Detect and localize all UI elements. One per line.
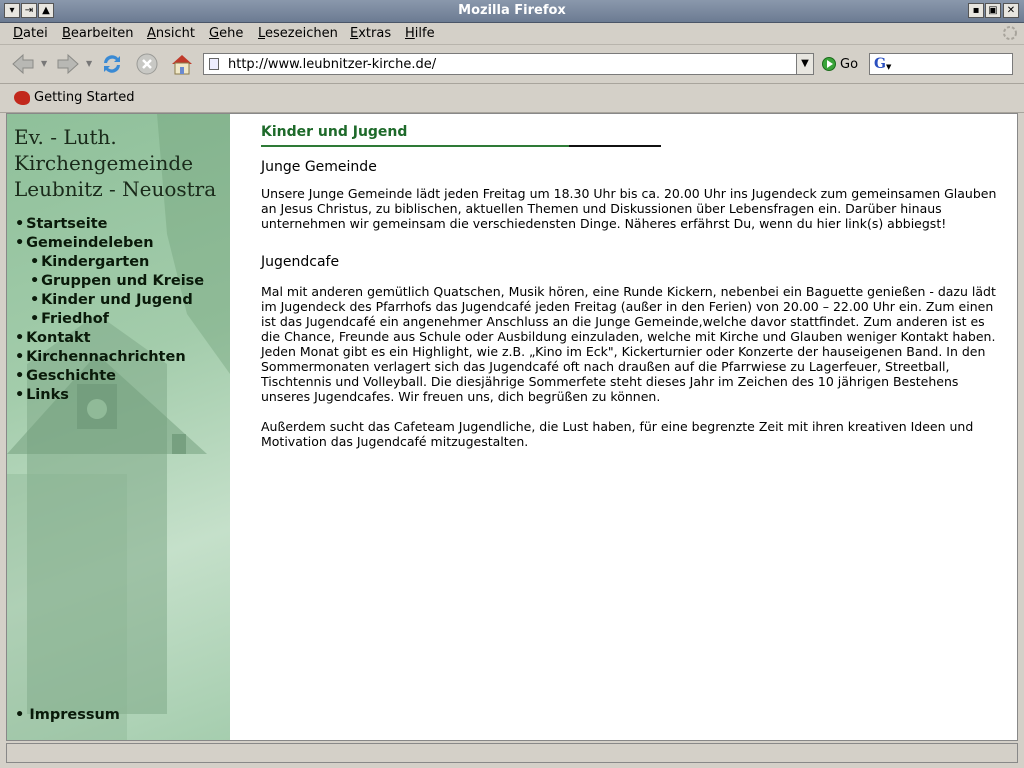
sidebar-item-kinder-und-jugend[interactable]: • Kinder und Jugend bbox=[30, 292, 193, 308]
sidebar-item-label: Kirchennachrichten bbox=[26, 349, 186, 365]
sidebar-item-links[interactable]: • Links bbox=[15, 387, 69, 403]
window-menu-icon[interactable]: ▾ bbox=[4, 3, 20, 18]
firefox-bookmark-icon bbox=[14, 91, 30, 105]
sidebar-item-impressum[interactable]: • Impressum bbox=[15, 707, 120, 723]
sidebar-item-gemeindeleben[interactable]: • Gemeindeleben bbox=[15, 235, 154, 251]
go-button[interactable] bbox=[822, 55, 858, 73]
window-title: Mozilla Firefox bbox=[458, 3, 566, 18]
maximize-icon[interactable]: ▣ bbox=[985, 3, 1001, 18]
back-dropdown-icon[interactable]: ▼ bbox=[41, 59, 48, 68]
status-bar bbox=[6, 743, 1018, 763]
site-title-line1: Ev. - Luth. bbox=[14, 125, 117, 149]
sidebar-menu bbox=[15, 215, 204, 405]
window-up-icon[interactable]: ▲ bbox=[38, 3, 54, 18]
url-history-dropdown-icon[interactable]: ▼ bbox=[796, 53, 814, 75]
go-label: Go bbox=[840, 56, 859, 72]
menu-ansicht[interactable]: Ansicht bbox=[147, 26, 196, 41]
sidebar-item-label: Impressum bbox=[29, 707, 120, 723]
search-engine-dropdown-icon[interactable]: ▼ bbox=[886, 63, 892, 71]
google-search-icon[interactable]: G bbox=[874, 56, 886, 72]
sidebar-item-label: Startseite bbox=[26, 216, 108, 232]
forward-icon[interactable] bbox=[55, 51, 81, 77]
sidebar bbox=[7, 114, 230, 741]
sidebar-item-label: Gruppen und Kreise bbox=[41, 273, 205, 289]
site-title bbox=[14, 124, 216, 202]
window-titlebar bbox=[0, 0, 1024, 23]
section-text-junge-gemeinde: Unsere Junge Gemeinde lädt jeden Freitag um 18.30 Uhr bis ca. 20.00 Uhr ins Jugendeck zum gemeinsamen Glauben an Jesus Christus, zu biblischen, aktuellen Themen und Diskussionen über Lebensfragen ein. Darüber hinaus unternehmen wir gemeinsam die verschiedensten Dinge. Näheres erfährst Du, wenn du hier link(s) abbiegst! bbox=[261, 186, 997, 231]
bookmark-getting-started[interactable] bbox=[14, 90, 135, 105]
site-title-line3: Leubnitz - Neuostra bbox=[14, 177, 217, 201]
sidebar-item-geschichte[interactable]: • Geschichte bbox=[15, 368, 117, 384]
minimize-icon[interactable]: ▪ bbox=[968, 3, 984, 18]
sidebar-item-label: Friedhof bbox=[41, 311, 109, 327]
church-background-image bbox=[7, 114, 230, 741]
sidebar-item-label: Kontakt bbox=[26, 330, 91, 346]
page-title: Kinder und Jugend bbox=[261, 124, 408, 140]
menu-datei[interactable]: Datei bbox=[13, 26, 48, 41]
menu-hilfe[interactable]: Hilfe bbox=[405, 26, 435, 41]
search-box[interactable] bbox=[869, 53, 1013, 75]
sidebar-item-kontakt[interactable]: • Kontakt bbox=[15, 330, 91, 346]
sidebar-item-label: Kindergarten bbox=[41, 254, 150, 270]
sidebar-item-kirchennachrichten[interactable]: • Kirchennachrichten bbox=[15, 349, 186, 365]
back-icon[interactable] bbox=[10, 51, 36, 77]
url-bar[interactable] bbox=[203, 53, 814, 75]
home-icon[interactable] bbox=[169, 51, 195, 77]
menubar bbox=[0, 23, 1024, 45]
menu-extras[interactable]: Extras bbox=[350, 26, 392, 41]
section-heading-junge-gemeinde: Junge Gemeinde bbox=[261, 159, 377, 175]
page-content bbox=[6, 113, 1018, 741]
reload-icon[interactable] bbox=[99, 51, 125, 77]
title-divider bbox=[261, 145, 661, 147]
site-title-line2: Kirchengemeinde bbox=[14, 151, 194, 175]
sidebar-item-label: Links bbox=[26, 387, 69, 403]
menu-bearbeiten[interactable]: Bearbeiten bbox=[62, 26, 134, 41]
stop-icon[interactable] bbox=[134, 51, 160, 77]
close-icon[interactable]: ✕ bbox=[1003, 3, 1019, 18]
sidebar-item-startseite[interactable]: • Startseite bbox=[15, 216, 108, 232]
section-text-jugendcafe: Mal mit anderen gemütlich Quatschen, Musik hören, eine Runde Kickern, nebenbei ein Baguette genießen - dazu lädt im Jugendeck des Pfarrhofs das Jugendcafé jeden Freitag (außer in den Ferien) von 20.00 – 22.00 Uhr ein. Zum einen ist das Jugendcafé ein angenehmer Anschluss an die Junge Gemeinde,welche davor stattfindet. Zum anderen ist es die Chance, Freunde aus Schule oder Ausbildung einzuladen, welche mit Kirche und Glauben weniger Kontakt haben. Jeden Monat gibt es ein Highlight, wie z.B. „Kino im Eck", Kickerturnier oder Konzerte der hauseigenen Band. In den Sommermonaten verlagert sich das Jugendcafé oft nach draußen auf die Pfarrwiese zu Lagerfeuer, Streetball, Tischtennis und Volleyball. Die diesjährige Sommerfete steht dieses Jahr im Zeichen des 10 jährigen Bestehens unseres Jugendcafes. Wir freuen uns, dich begrüßen zu können. bbox=[261, 284, 996, 404]
sidebar-item-gruppen-und-kreise[interactable]: • Gruppen und Kreise bbox=[30, 273, 205, 289]
menu-gehe[interactable]: Gehe bbox=[209, 26, 244, 41]
go-icon bbox=[822, 57, 836, 71]
sidebar-item-label: Gemeindeleben bbox=[26, 235, 154, 251]
section-text-cafeteam: Außerdem sucht das Cafeteam Jugendliche, die Lust haben, für eine begrenzte Zeit mit ihren kreativen Ideen und Motivation das Jugendcafé mitzugestalten. bbox=[261, 419, 974, 449]
bookmark-label: Getting Started bbox=[34, 90, 135, 105]
window-shade-icon[interactable]: ⇥ bbox=[21, 3, 37, 18]
forward-dropdown-icon[interactable]: ▼ bbox=[86, 59, 93, 68]
sidebar-item-label: Kinder und Jugend bbox=[41, 292, 193, 308]
menu-lesezeichen[interactable]: Lesezeichen bbox=[258, 26, 338, 41]
throbber-icon bbox=[1001, 24, 1019, 42]
sidebar-item-friedhof[interactable]: • Friedhof bbox=[30, 311, 109, 327]
bookmarks-toolbar bbox=[0, 84, 1024, 113]
section-heading-jugendcafe: Jugendcafe bbox=[261, 254, 340, 270]
url-input[interactable] bbox=[228, 55, 793, 73]
sidebar-item-kindergarten[interactable]: • Kindergarten bbox=[30, 254, 150, 270]
sidebar-item-label: Geschichte bbox=[26, 368, 117, 384]
page-favicon-icon bbox=[209, 58, 219, 70]
